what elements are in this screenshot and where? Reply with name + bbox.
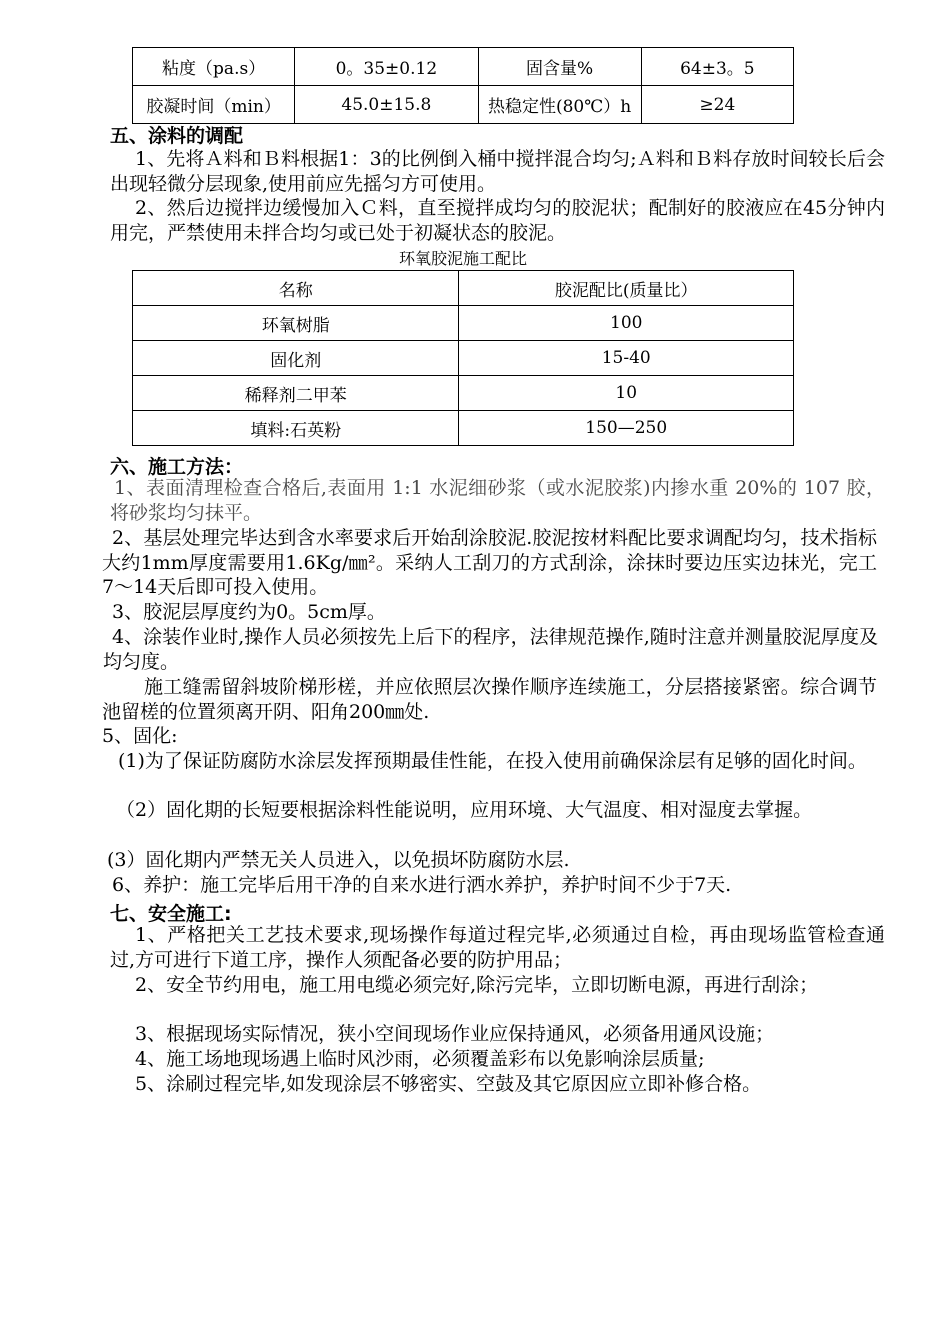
table-cell: 0。35±0.12 xyxy=(295,48,478,86)
table-cell: 45.0±15.8 xyxy=(295,86,478,124)
table-cell: 100 xyxy=(459,306,794,341)
paragraph: (3）固化期内严禁无关人员进入，以免损坏防腐防水层. xyxy=(107,849,570,871)
table-header-cell: 名称 xyxy=(133,271,459,306)
table-cell: 稀释剂二甲苯 xyxy=(133,376,459,411)
table-cell: ≥24 xyxy=(641,86,793,124)
table-cell: 15-40 xyxy=(459,341,794,376)
section7-heading: 七、安全施工: xyxy=(110,903,232,925)
paragraph: 6、养护：施工完毕后用干净的自来水进行洒水养护，养护时间不少于7天. xyxy=(112,874,732,896)
paragraph: 3、胶泥层厚度约为0。5cm厚。 xyxy=(112,601,386,623)
table-cell: 粘度（pa.s） xyxy=(133,48,295,86)
paragraph: 2、基层处理完毕达到含水率要求后开始刮涂胶泥.胶泥按材料配比要求调配均匀，技术指标大约1mm厚度需要用1.6Kg/㎜²。采纳人工刮刀的方式刮涂，涂抹时要边压实边抹光，完工7～14天后即可投入使用。 xyxy=(102,527,877,598)
mix-ratio-table xyxy=(132,270,794,446)
spec-table xyxy=(132,47,794,124)
table-cell: 固化剂 xyxy=(133,341,459,376)
paragraph: 1、严格把关工艺技术要求,现场操作每道过程完毕,必须通过自检，再由现场监管检查通过,方可进行下道工序，操作人须配备必要的防护用品； xyxy=(110,924,885,971)
table-header-row xyxy=(133,271,794,306)
paragraph: 2、然后边搅拌边缓慢加入Ｃ料，直至搅拌成均匀的胶泥状；配制好的胶液应在45分钟内用完，严禁使用未拌合均匀或已处于初凝状态的胶泥。 xyxy=(110,197,885,244)
paragraph: 1、表面清理检查合格后,表面用 1:1 水泥细砂浆（或水泥胶浆)内掺水重 20%的 107 胶，将砂浆均匀抹平。 xyxy=(110,477,885,524)
table-caption: 环氧胶泥施工配比 xyxy=(398,249,527,268)
paragraph: （2）固化期的长短要根据涂料性能说明，应用环境、大气温度、相对湿度去掌握。 xyxy=(116,799,813,821)
table-cell: 环氧树脂 xyxy=(133,306,459,341)
paragraph: 1、先将Ａ料和Ｂ料根据1：3的比例倒入桶中搅拌混合均匀;Ａ料和Ｂ料存放时间较长后会出现轻微分层现象,使用前应先摇匀方可使用。 xyxy=(110,148,885,195)
table-header-cell: 胶泥配比(质量比） xyxy=(459,271,794,306)
paragraph: 2、安全节约用电，施工用电缆必须完好,除污完毕，立即切断电源，再进行刮涂； xyxy=(135,974,819,996)
paragraph: 4、涂装作业时,操作人员必须按先上后下的程序，法律规范操作,随时注意并测量胶泥厚度及均匀度。 xyxy=(103,626,878,673)
table-row xyxy=(133,48,794,86)
table-cell: 热稳定性(80℃）h xyxy=(478,86,641,124)
paragraph: 4、施工场地现场遇上临时风沙雨，必须覆盖彩布以免影响涂层质量; xyxy=(135,1048,705,1070)
paragraph: 5、固化: xyxy=(102,725,178,747)
table-cell: 填料:石英粉 xyxy=(133,411,459,446)
table-cell: 10 xyxy=(459,376,794,411)
paragraph: 5、涂刷过程完毕,如发现涂层不够密实、空鼓及其它原因应立即补修合格。 xyxy=(135,1073,762,1095)
table-cell: 64±3。5 xyxy=(641,48,793,86)
table-cell: 150—250 xyxy=(459,411,794,446)
table-row xyxy=(133,306,794,341)
paragraph: 施工缝需留斜坡阶梯形槎，并应依照层次操作顺序连续施工，分层搭接紧密。综合调节池留槎的位置须离开阴、阳角200㎜处. xyxy=(102,676,877,723)
section5-heading: 五、涂料的调配 xyxy=(110,125,244,147)
table-row xyxy=(133,341,794,376)
table-cell: 固含量% xyxy=(478,48,641,86)
table-row xyxy=(133,376,794,411)
section6-heading: 六、施工方法： xyxy=(110,456,244,478)
table-cell: 胶凝时间（min） xyxy=(133,86,295,124)
table-row xyxy=(133,411,794,446)
paragraph: (1)为了保证防腐防水涂层发挥预期最佳性能，在投入使用前确保涂层有足够的固化时间。 xyxy=(118,750,867,772)
paragraph: 3、根据现场实际情况，狭小空间现场作业应保持通风，必须备用通风设施； xyxy=(135,1023,775,1045)
table-row xyxy=(133,86,794,124)
